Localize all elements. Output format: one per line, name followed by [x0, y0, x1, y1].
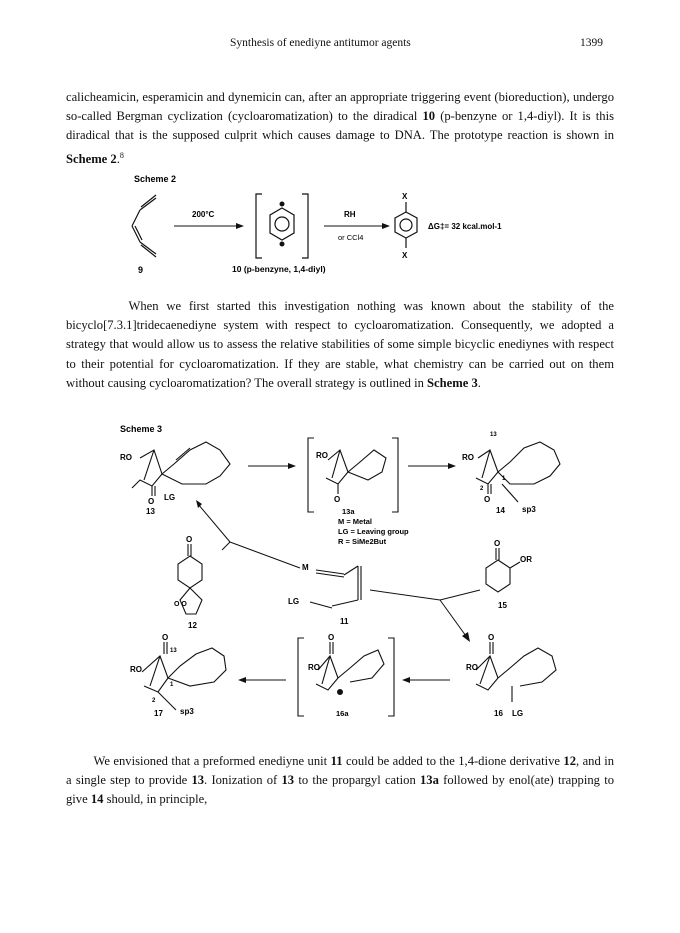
- temp-label: 200°C: [192, 210, 215, 219]
- s3-12-oo: O O: [174, 601, 187, 608]
- s3-17-n2: 2: [152, 698, 156, 704]
- s3-arrow-to-13: [198, 504, 230, 542]
- s3-compound-16: 16: [494, 709, 503, 718]
- s3-compound-11: 11: [340, 617, 349, 626]
- caption-10: 10 (p-benzyne, 1,4-diyl): [232, 264, 326, 274]
- s3-17-n1: 1: [170, 682, 174, 688]
- s3-16a-cation: [337, 689, 343, 695]
- p3-text-e: to the propargyl cation: [294, 773, 420, 788]
- radical-dot-top: [280, 202, 285, 207]
- scheme2-title: Scheme 2: [134, 174, 177, 184]
- enediyne-9-structure: [132, 195, 156, 257]
- p1-footnote: 8: [119, 150, 124, 160]
- s3-compound-16a: 16a: [336, 709, 349, 718]
- paragraph-1: [66, 88, 614, 169]
- s3-15-o: O: [494, 539, 501, 548]
- compound-16a-structure: [298, 638, 394, 716]
- p3-ref-14: 14: [90, 792, 104, 807]
- compound-16-structure: [476, 642, 556, 702]
- reagent-ccl4: or CCl4: [338, 233, 364, 242]
- p3-ref-13b: 13: [281, 773, 295, 788]
- s3-compound-17: 17: [154, 709, 163, 718]
- s3-14-o: O: [484, 495, 491, 504]
- page-number: 1399: [580, 37, 603, 49]
- compound-9-label: 9: [138, 265, 144, 275]
- s3-arrow-branch-d: [440, 590, 480, 600]
- p3-ref-13: 13: [191, 773, 205, 788]
- s3-legend-r: R = SiMe2But: [338, 537, 387, 546]
- s3-arrow-1-head: [288, 463, 296, 469]
- s3-13a-ro: RO: [316, 451, 328, 460]
- arrow-1-head: [236, 223, 244, 229]
- s3-14-n1: 1: [502, 476, 506, 482]
- s3-arrow-branch-b: [230, 542, 300, 568]
- s3-arrow-4-head: [238, 677, 246, 683]
- s3-14-n2: 2: [480, 486, 484, 492]
- compound-11-structure: [310, 566, 361, 608]
- s3-arrow-to-16: [440, 600, 466, 636]
- compound-13-structure: [132, 442, 230, 496]
- p1-ref-10: 10: [422, 109, 436, 124]
- s3-13a-o: O: [334, 495, 341, 504]
- s3-12-o: O: [186, 535, 193, 544]
- p3-ref-11: 11: [330, 754, 343, 768]
- p2-scheme-ref: Scheme 3: [427, 375, 478, 390]
- p3-ref-12: 12: [563, 754, 576, 768]
- s3-14-sp3: sp3: [522, 505, 536, 514]
- p3-text-a: We envisioned that a preformed enediyne unit: [93, 754, 331, 768]
- s3-compound-13: 13: [146, 507, 155, 516]
- s3-14-ro: RO: [462, 453, 474, 462]
- radical-dot-bottom: [280, 242, 285, 247]
- p3-ref-13a: 13a: [420, 773, 439, 788]
- s3-11-lg: LG: [288, 597, 300, 606]
- s3-13-ro: RO: [120, 453, 132, 462]
- energy-label: ΔG‡= 32 kcal.mol-1: [428, 222, 502, 231]
- arrow-2-head: [382, 223, 390, 229]
- p3-text-g: should, in principle,: [103, 792, 208, 807]
- s3-compound-14: 14: [496, 506, 505, 515]
- s3-17-ro: RO: [130, 665, 142, 674]
- s3-arrow-branch-a: [222, 542, 230, 550]
- s3-compound-15: 15: [498, 601, 507, 610]
- s3-16-ro: RO: [466, 663, 478, 672]
- s3-13-o: O: [148, 497, 155, 506]
- s3-arrow-2-head: [448, 463, 456, 469]
- compound-15-structure: [486, 548, 520, 592]
- product-benzene: [395, 202, 417, 248]
- x-top: X: [402, 192, 408, 201]
- s3-15-or: OR: [520, 555, 532, 564]
- s3-arrow-branch-c: [370, 590, 440, 600]
- p2-text: When we first started this investigation nothing was known about the stability of the bicyclo[7.3.1]tridecaenediyne system with respect to cycloaromatization. Consequently, we adopted a strategy that would allow us to assess the relative stabilities of some simple bicyclic enediynes with respect to their potential for cycloaromatization. If they are stable, what chemistry can be carried out on them without causing cycloaromatization? The overall strategy is outlined in: [66, 299, 615, 390]
- paragraph-3: [66, 752, 614, 810]
- scheme-2-figure: [110, 170, 570, 282]
- s3-legend-lg: LG = Leaving group: [338, 527, 409, 536]
- p3-text-f: followed by enol(ate) trapping to give: [66, 773, 614, 807]
- s3-arrow-to-16-head: [462, 632, 470, 642]
- s3-compound-13a: 13a: [342, 507, 355, 516]
- s3-arrow-3-head: [402, 677, 410, 683]
- compound-14-structure: [476, 442, 560, 502]
- p1-text-a: calicheamicin, esperamicin and dynemicin can, after an appropriate triggering event (bioreduction), undergo so-called Bergman cyclization (cycloaromatization) to the diradical: [66, 90, 614, 124]
- p2-end: .: [477, 375, 481, 390]
- s3-17-sp3: sp3: [180, 707, 194, 716]
- s3-11-m: M: [302, 563, 309, 572]
- scheme-3-figure: [110, 420, 590, 732]
- s3-legend-m: M = Metal: [338, 517, 372, 526]
- s3-16a-o: O: [328, 633, 335, 642]
- paragraph-2: [66, 297, 614, 393]
- p1-text-c: .: [116, 151, 120, 166]
- s3-13-lg: LG: [164, 493, 176, 502]
- s3-16-o: O: [488, 633, 495, 642]
- p3-text-d: . Ionization of: [204, 773, 282, 788]
- running-title: Synthesis of enediyne antitumor agents: [230, 37, 411, 49]
- s3-17-n13: 13: [170, 648, 177, 654]
- p1-scheme-ref: Scheme 2: [66, 151, 117, 166]
- scheme3-title: Scheme 3: [120, 424, 163, 434]
- s3-compound-12: 12: [188, 621, 197, 630]
- s3-16-lg: LG: [512, 709, 524, 718]
- compound-13a-structure: [308, 438, 398, 512]
- p1-text-b: (p-benzyne or 1,4-diyl). It is this diradical that is the supposed culprit which causes damage to DNA. The prototype reaction is shown in: [66, 109, 615, 143]
- reagent-rh: RH: [344, 210, 356, 219]
- s3-16a-ro: RO: [308, 663, 320, 672]
- s3-14-n13: 13: [490, 432, 497, 438]
- s3-arrow-to-13-head: [196, 500, 202, 508]
- p3-text-c: , and in a single step to provide: [66, 754, 614, 788]
- x-bottom: X: [402, 251, 408, 260]
- s3-17-o: O: [162, 633, 169, 642]
- p3-text-b: could be added to the 1,4-dione derivative: [342, 754, 564, 768]
